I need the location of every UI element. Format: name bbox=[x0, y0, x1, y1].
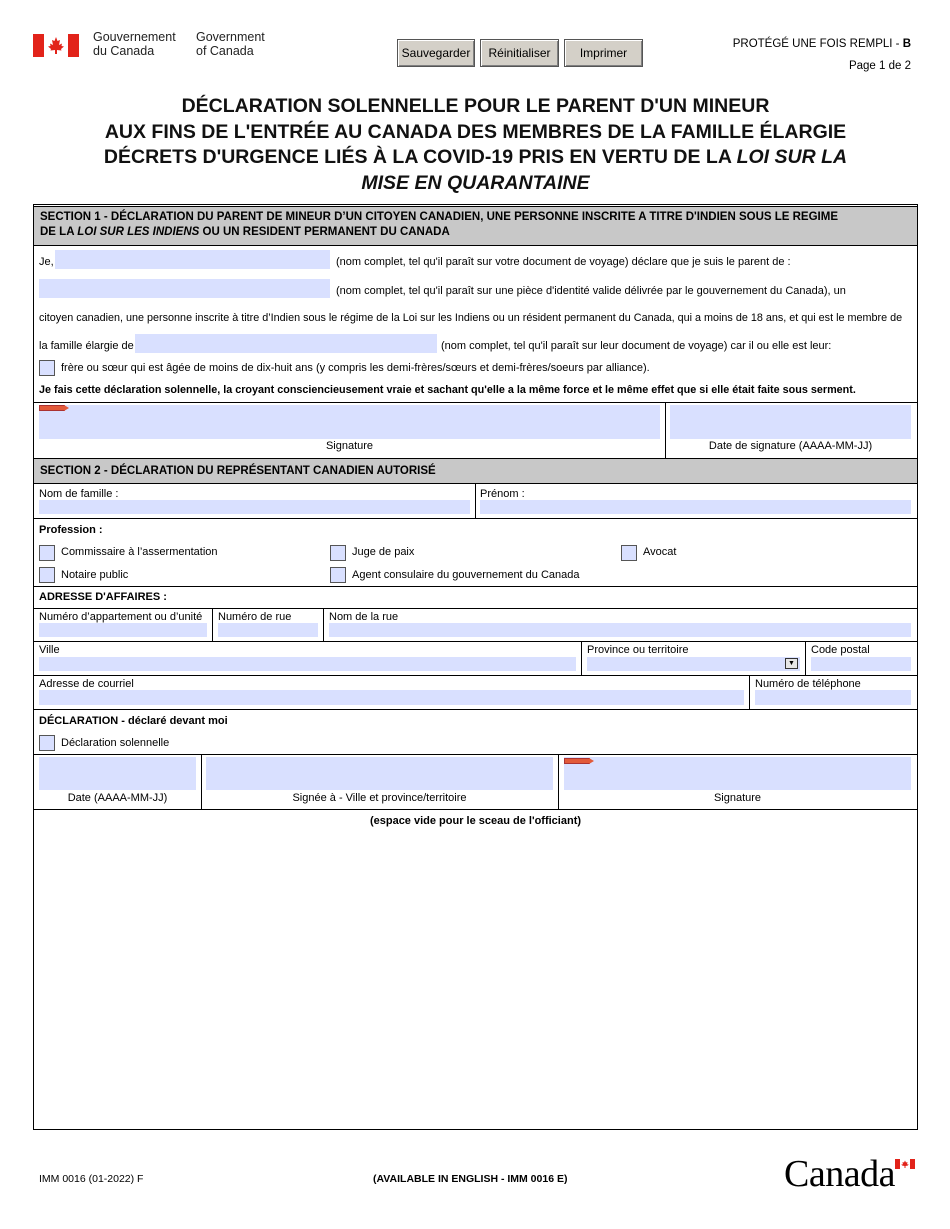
notary-label: Notaire public bbox=[61, 569, 129, 581]
section-1-header-line1: SECTION 1 - DÉCLARATION DU PARENT DE MINEUR D’UN CITOYEN CANADIEN, UNE PERSONNE INSCRITE A TITRE D'INDIEN SOUS LE REGIME bbox=[40, 211, 838, 223]
je-label: Je, bbox=[39, 256, 54, 268]
postal-code-label: Code postal bbox=[811, 644, 870, 656]
last-name-input[interactable] bbox=[39, 500, 470, 514]
protected-level: B bbox=[902, 38, 911, 50]
divider bbox=[33, 641, 918, 642]
title-line-1: DÉCLARATION SOLENNELLE POUR LE PARENT D'UN MINEUR bbox=[181, 95, 770, 117]
divider bbox=[212, 608, 213, 641]
street-name-input[interactable] bbox=[329, 623, 911, 637]
minor-full-name-input[interactable] bbox=[39, 279, 330, 298]
form-title bbox=[33, 94, 918, 196]
email-label: Adresse de courriel bbox=[39, 678, 134, 690]
title-line-4-text: MISE EN QUARANTAINE bbox=[361, 171, 590, 194]
divider bbox=[33, 402, 918, 403]
city-input[interactable] bbox=[39, 657, 576, 671]
gov-en-line1: Government bbox=[196, 30, 265, 44]
canada-wordmark: Canada bbox=[784, 1153, 895, 1195]
signature-date-label: Date de signature (AAAA-MM-JJ) bbox=[708, 440, 873, 452]
canada-flag-icon bbox=[895, 1159, 915, 1169]
divider bbox=[33, 709, 918, 710]
section-1-head-d: OU UN RESIDENT PERMANENT DU CANADA bbox=[199, 226, 450, 238]
officiant-signature-field[interactable] bbox=[564, 757, 911, 790]
phone-label: Numéro de téléphone bbox=[755, 678, 861, 690]
signed-at-label: Signée à - Ville et province/territoire bbox=[292, 792, 467, 804]
notary-checkbox[interactable] bbox=[39, 567, 55, 583]
justice-checkbox[interactable] bbox=[330, 545, 346, 561]
divider bbox=[33, 809, 918, 810]
apt-label: Numéro d’appartement ou d’unité bbox=[39, 611, 203, 623]
form-number: IMM 0016 (01-2022) F bbox=[39, 1173, 144, 1185]
signed-at-input[interactable] bbox=[206, 757, 553, 790]
government-name-en bbox=[196, 31, 265, 58]
divider bbox=[475, 484, 476, 518]
divider bbox=[323, 608, 324, 641]
declaration-heading bbox=[39, 715, 228, 728]
parent-signature-field[interactable] bbox=[39, 405, 660, 439]
sibling-label: frère ou sœur qui est âgée de moins de dix-huit ans (y compris les demi-frères/sœurs et demi-frères/soeurs par alliance). bbox=[61, 362, 650, 374]
date-label: Date (AAAA-MM-JJ) bbox=[67, 792, 168, 804]
province-label: Province ou territoire bbox=[587, 644, 689, 656]
province-select[interactable] bbox=[587, 657, 800, 671]
save-button[interactable]: Sauvegarder bbox=[397, 39, 475, 67]
postal-code-input[interactable] bbox=[811, 657, 911, 671]
seal-space-label: (espace vide pour le sceau de l'officiant) bbox=[369, 815, 582, 827]
title-line-2: AUX FINS DE L'ENTRÉE AU CANADA DES MEMBRES DE LA FAMILLE ÉLARGIE bbox=[104, 120, 847, 143]
section-1-header bbox=[33, 206, 918, 246]
dropdown-arrow-icon[interactable]: ▼ bbox=[785, 658, 798, 669]
sign-here-tag-icon bbox=[564, 758, 590, 764]
declaration-heading-a: DÉCLARATION bbox=[39, 715, 119, 727]
last-name-label: Nom de famille : bbox=[39, 488, 119, 500]
sibling-checkbox[interactable] bbox=[39, 360, 55, 376]
signature-date-input[interactable] bbox=[670, 405, 911, 439]
consular-label: Agent consulaire du gouvernement du Canada bbox=[352, 569, 580, 581]
gov-en-line2: of Canada bbox=[196, 43, 254, 58]
lawyer-checkbox[interactable] bbox=[621, 545, 637, 561]
section-1-head-b: DE LA bbox=[40, 226, 78, 238]
title-line-3b: LOI SUR LA bbox=[736, 146, 848, 168]
line3-text: citoyen canadien, une personne inscrite à titre d’Indien sous le régime de la Loi sur les Indiens ou un résident permanent du Canada, qui a moins de 18 ans, et qui est le membre de bbox=[39, 312, 903, 324]
apt-input[interactable] bbox=[39, 623, 207, 637]
profession-label: Profession : bbox=[39, 524, 103, 536]
english-availability: (AVAILABLE IN ENGLISH - IMM 0016 E) bbox=[373, 1173, 568, 1185]
title-line-3 bbox=[33, 145, 918, 171]
justice-label: Juge de paix bbox=[352, 546, 415, 558]
consular-checkbox[interactable] bbox=[330, 567, 346, 583]
street-name-label: Nom de la rue bbox=[329, 611, 399, 623]
phone-input[interactable] bbox=[755, 690, 911, 705]
government-name-fr bbox=[93, 31, 176, 58]
divider bbox=[33, 518, 918, 519]
line4-label: la famille élargie de bbox=[39, 340, 134, 352]
gov-fr-line1: Gouvernement bbox=[93, 30, 176, 44]
protected-label bbox=[733, 38, 911, 50]
title-line-3a: DÉCRETS D'URGENCE LIÉS À LA COVID-19 PRIS EN VERTU DE LA bbox=[103, 146, 737, 168]
divider bbox=[33, 586, 918, 587]
gov-fr-line2: du Canada bbox=[93, 43, 155, 58]
city-label: Ville bbox=[39, 644, 60, 656]
solemn-declaration-checkbox[interactable] bbox=[39, 735, 55, 751]
divider bbox=[201, 754, 202, 810]
title-line-4 bbox=[33, 171, 918, 197]
divider bbox=[33, 754, 918, 755]
divider bbox=[581, 641, 582, 675]
solemn-declaration-label: Déclaration solennelle bbox=[61, 737, 170, 749]
page-number: Page 1 de 2 bbox=[848, 60, 911, 72]
divider bbox=[558, 754, 559, 810]
declaration-date-input[interactable] bbox=[39, 757, 196, 790]
divider bbox=[665, 402, 666, 458]
street-number-label: Numéro de rue bbox=[218, 611, 292, 623]
section-1-header-line2 bbox=[40, 225, 911, 240]
line4-text: (nom complet, tel qu'il paraît sur leur document de voyage) car il ou elle est leur: bbox=[441, 340, 832, 352]
business-address-header: ADRESSE D'AFFAIRES : bbox=[39, 591, 167, 603]
lawyer-label: Avocat bbox=[643, 546, 677, 558]
section-1-head-c: LOI SUR LES INDIENS bbox=[77, 226, 200, 238]
email-input[interactable] bbox=[39, 690, 744, 705]
officiant-signature-label: Signature bbox=[713, 792, 762, 804]
protected-text: PROTÉGÉ UNE FOIS REMPLI - bbox=[732, 38, 903, 50]
canada-flag-icon bbox=[33, 34, 79, 57]
street-number-input[interactable] bbox=[218, 623, 318, 637]
commissioner-checkbox[interactable] bbox=[39, 545, 55, 561]
section-2-header: SECTION 2 - DÉCLARATION DU REPRÉSENTANT CANADIEN AUTORISÉ bbox=[33, 458, 918, 484]
sign-here-tag-icon bbox=[39, 405, 65, 411]
divider bbox=[805, 641, 806, 675]
signature-label: Signature bbox=[325, 440, 374, 452]
commissioner-label: Commissaire à l’assermentation bbox=[61, 546, 218, 558]
line2-text: (nom complet, tel qu'il paraît sur une pièce d'identité valide délivrée par le gouvernement du Canada), un bbox=[336, 285, 846, 297]
divider bbox=[33, 608, 918, 609]
divider bbox=[33, 675, 918, 676]
parent-full-name-input[interactable] bbox=[55, 250, 330, 269]
divider bbox=[749, 675, 750, 709]
family-member-name-input[interactable] bbox=[135, 334, 437, 353]
print-button[interactable]: Imprimer bbox=[564, 39, 643, 67]
line1-text: (nom complet, tel qu'il paraît sur votre document de voyage) déclare que je suis le parent de : bbox=[336, 256, 791, 268]
declaration-heading-b: - déclaré devant moi bbox=[118, 715, 228, 727]
reset-button[interactable]: Réinitialiser bbox=[480, 39, 559, 67]
solemn-statement: Je fais cette déclaration solennelle, la croyant consciencieusement vraie et sachant qu'elle a la même force et le même effet que si elle était faite sous serment. bbox=[39, 384, 856, 396]
first-name-input[interactable] bbox=[480, 500, 911, 514]
first-name-label: Prénom : bbox=[480, 488, 525, 500]
